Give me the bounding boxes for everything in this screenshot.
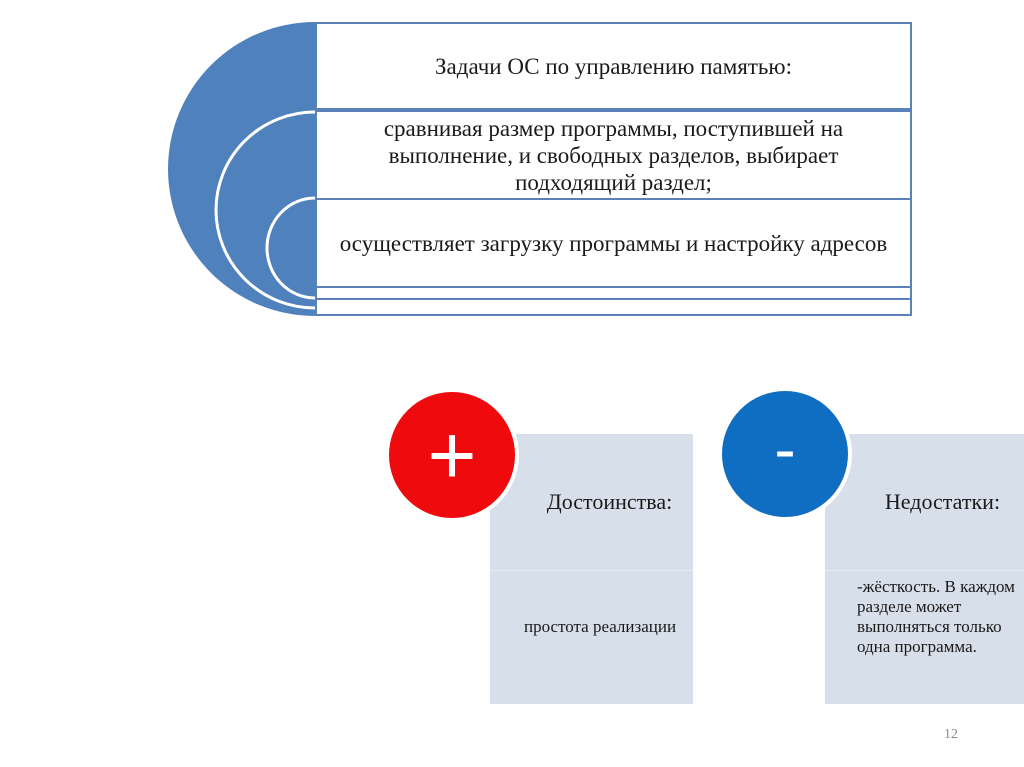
disadvantages-title: Недостатки: xyxy=(884,489,1001,514)
disadvantages-panel xyxy=(825,434,1024,704)
minus-circle-icon xyxy=(718,387,852,521)
plus-circle-icon xyxy=(385,388,519,522)
empty-row-2 xyxy=(315,298,912,316)
page-number: 12 xyxy=(944,727,958,742)
tasks-heading-row xyxy=(315,22,912,110)
task-item-2-row xyxy=(315,198,912,288)
plus-symbol: + xyxy=(427,407,477,502)
task-item-1-row xyxy=(315,110,912,200)
disadvantages-body: -жёсткость. В каждом разделе может выполняться только одна программа. xyxy=(825,570,1024,704)
task-item-2: осуществляет загрузку программы и настройку адресов xyxy=(339,230,888,256)
advantages-panel xyxy=(490,434,693,704)
minus-symbol: - xyxy=(774,413,796,485)
task-item-1: сравнивая размер программы, поступившей на выполнение, и свободных разделов, выбирает подходящий раздел; xyxy=(383,115,844,195)
advantages-title: Достоинства: xyxy=(546,489,673,514)
tasks-heading: Задачи ОС по управлению памятью: xyxy=(435,53,792,79)
nested-arcs-graphic xyxy=(0,0,330,330)
advantages-body: простота реализации xyxy=(490,570,693,704)
outer-arc xyxy=(168,22,315,316)
